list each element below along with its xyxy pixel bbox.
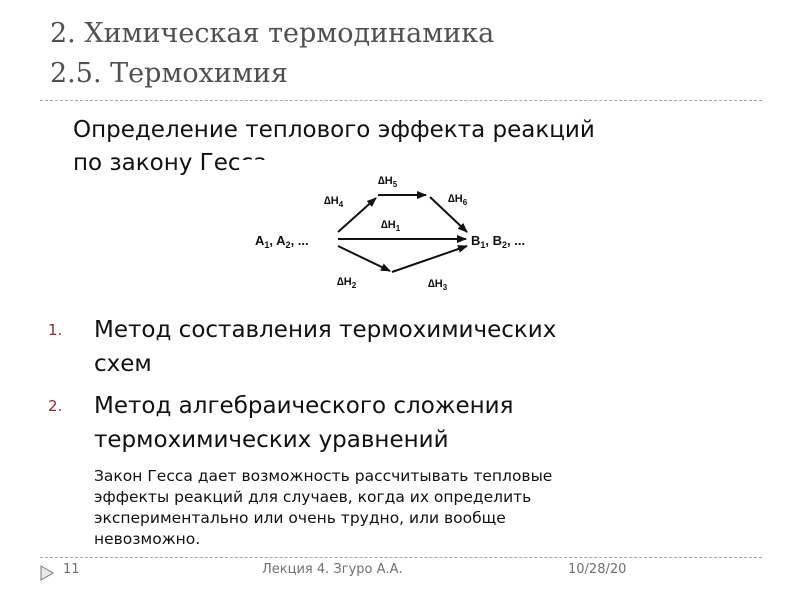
list-marker: 2. [48, 397, 63, 415]
hess-cycle-diagram [240, 160, 570, 300]
title-divider [40, 100, 762, 101]
list-item-text [94, 389, 513, 457]
arrow-h4 [338, 198, 376, 232]
reactants-label: $A_1$, $A_2$, ... [255, 233, 309, 250]
list-item-line: схем [94, 351, 152, 377]
label-h1: $\Delta H_1$ [381, 219, 401, 233]
title-line-1: 2. Химическая термодинамика [50, 18, 495, 49]
list-item-line: термохимических уравнений [94, 427, 449, 453]
list-item-text [94, 313, 556, 381]
label-h4: $\Delta H_4$ [324, 195, 344, 209]
play-triangle-icon [40, 565, 54, 581]
note-line: невозможно. [94, 530, 201, 548]
subtitle-line-1: Определение теплового эффекта реакций [73, 117, 595, 143]
label-h5: $\Delta H_5$ [378, 175, 398, 189]
hess-law-note [94, 466, 552, 550]
note-line: Закон Гесса дает возможность рассчитывать тепловые [94, 467, 553, 485]
title-line-2: 2.5. Термохимия [50, 58, 288, 89]
arrow-h2 [338, 246, 390, 271]
products-label: $B_1$, $B_2$, ... [471, 233, 526, 250]
list-item-line: Метод составления термохимических [94, 317, 557, 343]
subtitle-line-2: по закону Гесса [73, 150, 268, 176]
footer-lecture: Лекция 4. Згуро А.А. [262, 562, 403, 577]
footer-divider [40, 557, 762, 558]
slide-title [50, 14, 750, 94]
list-marker: 1. [48, 321, 63, 339]
note-line: экспериментально или очень трудно, или вообще [94, 509, 506, 527]
slide-number: 11 [63, 562, 80, 577]
note-line: эффекты реакций для случаев, когда их определить [94, 488, 532, 506]
arrow-h3 [392, 246, 467, 272]
footer-date: 10/28/20 [568, 562, 627, 577]
label-h3: $\Delta H_3$ [428, 278, 448, 292]
list-item-line: Метод алгебраического сложения [94, 393, 514, 419]
label-h6: $\Delta H_6$ [448, 193, 468, 207]
label-h2: $\Delta H_2$ [337, 276, 357, 290]
